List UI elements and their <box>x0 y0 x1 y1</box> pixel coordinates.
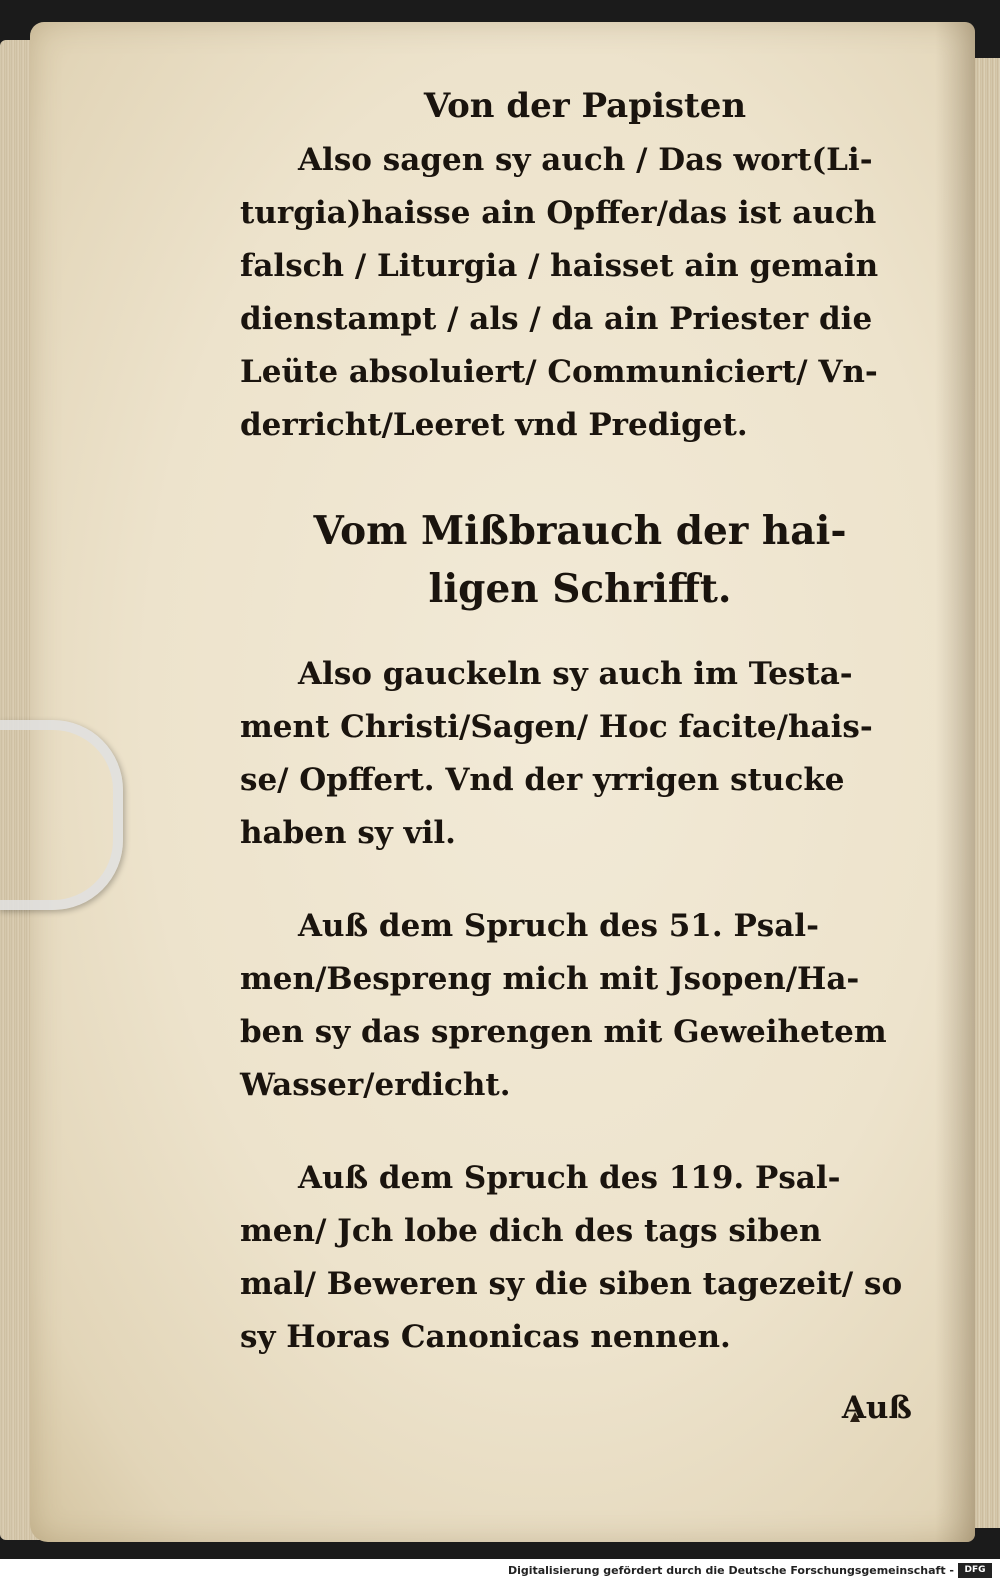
paragraph-gap <box>240 1112 920 1152</box>
footer-bar <box>0 1559 1000 1581</box>
paragraph-testament <box>240 648 920 860</box>
text-line: mal/ Beweren sy die siben tagezeit/ so <box>240 1266 903 1302</box>
text-line: Wasser/erdicht. <box>240 1067 511 1103</box>
gutter-shadow <box>935 22 975 1542</box>
dfg-logo-icon: DFG <box>958 1563 992 1578</box>
signature-mark <box>850 1412 860 1422</box>
text-line: falsch / Liturgia / haisset ain gemain <box>240 248 879 284</box>
page-clip <box>0 720 123 910</box>
text-line: Auß dem Spruch des 51. Psal- <box>298 908 819 944</box>
catchword: Auß <box>841 1390 912 1426</box>
text-line: ment Christi/Sagen/ Hoc facite/hais- <box>240 709 873 745</box>
paragraph-psalm-119 <box>240 1152 920 1364</box>
heading-line: ligen Schrifft. <box>428 566 732 612</box>
running-head: Von der Papisten <box>423 86 747 126</box>
text-line: dienstampt / als / da ain Priester die <box>240 301 873 337</box>
text-line: Auß dem Spruch des 119. Psal- <box>298 1160 841 1196</box>
heading-line: Vom Mißbrauch der hai- <box>313 508 847 554</box>
text-line: Also gauckeln sy auch im Testa- <box>298 656 853 692</box>
text-line: men/ Jch lobe dich des tags siben <box>240 1213 822 1249</box>
paragraph-gap <box>240 860 920 900</box>
text-line: turgia)haisse ain Opffer/das ist auch <box>240 195 877 231</box>
paragraph-psalm-51 <box>240 900 920 1112</box>
text-line: Also sagen sy auch / Das wort(Li- <box>298 142 873 178</box>
text-line: ben sy das sprengen mit Geweihetem <box>240 1014 887 1050</box>
text-line: haben sy vil. <box>240 815 456 851</box>
text-line: sy Horas Canonicas nennen. <box>240 1319 731 1355</box>
paragraph-liturgia <box>240 134 920 452</box>
text-line: men/Bespreng mich mit Jsopen/Ha- <box>240 961 860 997</box>
text-line: Leüte absoluiert/ Communiciert/ Vn- <box>240 354 878 390</box>
footer-credit: Digitalisierung gefördert durch die Deutsche Forschungsgemeinschaft - <box>507 1564 954 1577</box>
section-heading <box>240 502 920 618</box>
text-line: se/ Opffert. Vnd der yrrigen stucke <box>240 762 845 798</box>
text-line: derricht/Leeret vnd Prediget. <box>240 407 748 443</box>
page-text <box>240 86 920 1426</box>
